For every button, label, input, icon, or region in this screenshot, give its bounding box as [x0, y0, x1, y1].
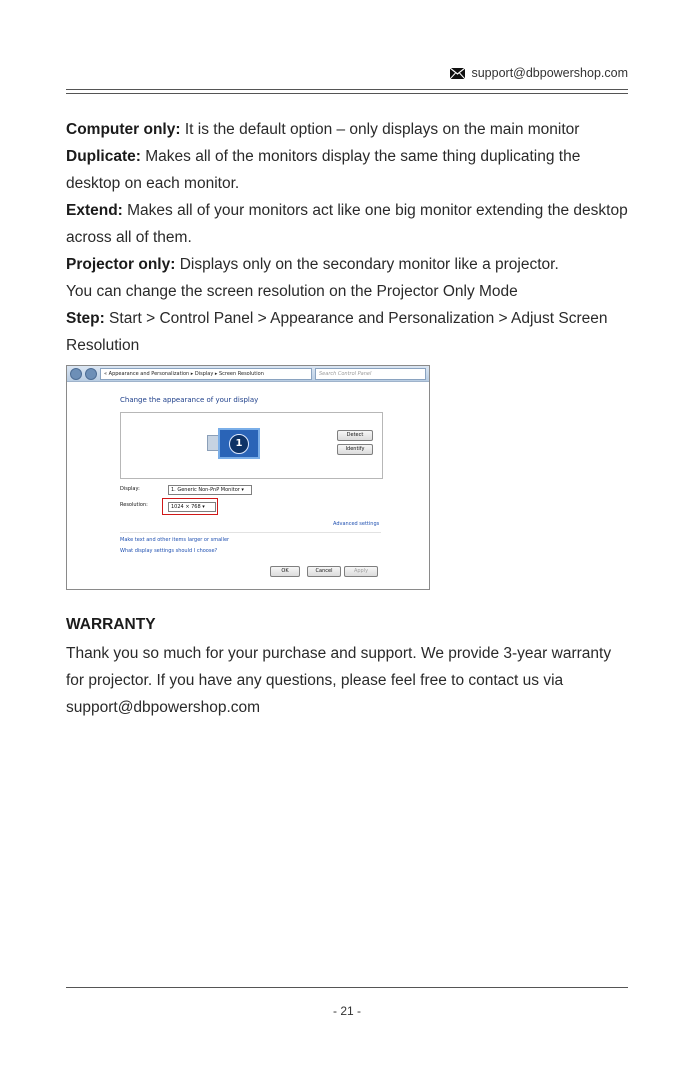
primary-monitor-icon	[218, 428, 260, 459]
cancel-button: Cancel	[307, 566, 341, 577]
header-rule-secondary	[66, 93, 628, 94]
mode-term: Duplicate:	[66, 148, 141, 165]
step-term: Step:	[66, 310, 105, 327]
mode-description: It is the default option – only displays on the main monitor	[180, 121, 580, 138]
mode-term: Projector only:	[66, 256, 176, 273]
ok-button: OK	[270, 566, 300, 577]
screen-resolution-panel	[67, 382, 429, 589]
footer-rule	[66, 987, 628, 988]
mode-extend	[66, 197, 628, 251]
step-path: Start > Control Panel > Appearance and Personalization > Adjust Screen Resolution	[66, 310, 608, 354]
detect-button: Detect	[337, 430, 373, 441]
display-settings-help-link: What display settings should I choose?	[120, 548, 218, 554]
mode-term: Extend:	[66, 202, 123, 219]
mode-term: Computer only:	[66, 121, 181, 138]
step-instructions	[66, 305, 628, 359]
back-button-icon	[70, 368, 82, 380]
panel-divider	[120, 532, 381, 533]
display-modes-section	[66, 116, 628, 359]
display-dropdown: 1. Generic Non-PnP Monitor ▾	[168, 485, 252, 495]
address-path: « Appearance and Personalization ▸ Display ▸ Screen Resolution	[100, 368, 312, 380]
panel-heading: Change the appearance of your display	[120, 396, 259, 404]
search-box: Search Control Panel	[315, 368, 426, 380]
support-email: support@dbpowershop.com	[471, 66, 628, 80]
header-rule	[66, 89, 628, 90]
mode-description: Displays only on the secondary monitor like a projector.	[175, 256, 559, 273]
forward-button-icon	[85, 368, 97, 380]
display-label: Display:	[120, 486, 140, 492]
monitor-number: 1	[229, 434, 249, 454]
mode-duplicate	[66, 143, 628, 197]
resolution-highlight-box	[162, 498, 218, 515]
advanced-settings-link: Advanced settings	[333, 521, 380, 527]
mode-projector-only	[66, 251, 628, 278]
mode-computer-only	[66, 116, 628, 143]
explorer-address-bar	[67, 366, 429, 382]
apply-button: Apply	[344, 566, 378, 577]
header-email	[450, 66, 628, 80]
mode-description: Makes all of the monitors display the same thing duplicating the desktop on each monitor.	[66, 148, 581, 192]
resolution-label: Resolution:	[120, 502, 148, 508]
text-size-link: Make text and other items larger or smaller	[120, 537, 230, 543]
resolution-dropdown: 1024 × 768 ▾	[168, 502, 216, 512]
mail-icon	[450, 68, 465, 79]
page-number: - 21 -	[332, 1004, 361, 1018]
resolution-note: You can change the screen resolution on the Projector Only Mode	[66, 283, 518, 300]
identify-button: Identify	[337, 444, 373, 455]
warranty-heading: WARRANTY	[66, 616, 156, 633]
screen-resolution-screenshot	[66, 365, 430, 590]
warranty-text: Thank you so much for your purchase and support. We provide 3-year warranty for projector. If you have any questions, please feel free to contact us via support@dbpowershop.com	[66, 645, 612, 716]
mode-description: Makes all of your monitors act like one big monitor extending the desktop across all of them.	[66, 202, 628, 246]
